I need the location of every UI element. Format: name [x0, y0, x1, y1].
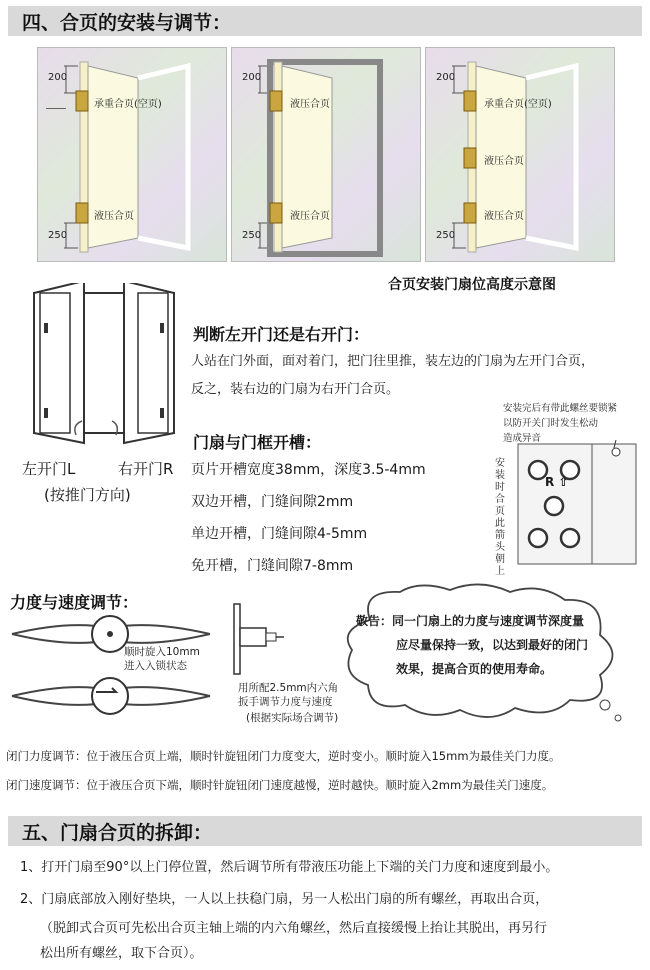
d3-bottom-mm: 250	[436, 230, 456, 241]
judge-line-1: 人站在门外面，面对着门，把门往里推，装左边的门扇为左开门合页，	[191, 354, 595, 369]
groove-line-2: 双边开槽，门缝间隙2mm	[191, 494, 354, 510]
d2-label-bottom: 液压合页	[290, 211, 330, 222]
judge-line-2: 反之，装右边的门扇为右开门合页。	[191, 382, 400, 397]
plate-warning-line-3: 造成异音	[503, 433, 542, 444]
removal-step-2: 2、门扇底部放入刚好垫块，一人以上扶稳门扇，另一人松出门扇的所有螺丝，再取出合页，	[20, 892, 549, 907]
d3-label-bottom: 液压合页	[484, 211, 524, 222]
removal-step-2-note-a: （脱卸式合页可先松出合页主轴上端的内六角螺丝，然后直接缓慢上抬让其脱出，再另行	[40, 921, 548, 936]
diagram-caption: 合页安装门扇位高度示意图	[388, 277, 556, 293]
section-5-header	[8, 816, 642, 846]
wrench-note-line-2: 扳手调节力度与速度	[238, 696, 333, 708]
groove-line-1: 页片开槽宽度38mm，深度3.5-4mm	[191, 462, 426, 478]
removal-step-2-note-b: 松出所有螺丝，取下合页）。	[40, 946, 203, 961]
hinge-diagram-1	[37, 47, 227, 262]
hinge-plate-drawing	[490, 440, 640, 570]
knob-adjust-drawing	[10, 612, 220, 722]
hex-wrench-icon	[228, 600, 288, 680]
right-door-label: 右开门R	[118, 460, 174, 478]
d2-top-mm: 200	[242, 72, 262, 83]
plate-r-mark: R ⇧	[545, 475, 569, 489]
section-4-title: 四、合页的安装与调节：	[22, 11, 232, 34]
notice-line-2: 应尽量保持一致，以达到最好的闭门	[396, 638, 589, 652]
judge-heading: 判断左开门还是右开门：	[193, 325, 370, 344]
d3-label-mid: 液压合页	[484, 156, 524, 167]
knob-note-line-2: 进入入锁状态	[124, 660, 187, 672]
left-door-label: 左开门L	[22, 460, 76, 478]
d3-top-mm: 200	[436, 72, 456, 83]
groove-line-4: 免开槽，门缝间隙7-8mm	[191, 558, 354, 574]
d1-top-mm: 200	[48, 72, 68, 83]
double-door-illustration	[14, 283, 184, 453]
removal-step-1: 1、打开门扇至90°以上门停位置，然后调节所有带液压功能上下端的关门力度和速度到最小。	[20, 860, 559, 875]
d1-bottom-mm: 250	[48, 230, 68, 241]
wrench-note-line-1: 用所配2.5mm内六角	[238, 682, 339, 694]
groove-line-3: 单边开槽，门缝间隙4-5mm	[191, 526, 368, 542]
plate-warning-line-2: 以防开关门时发生松动	[503, 418, 599, 429]
d3-label-top: 承重合页(空页)	[484, 99, 552, 110]
notice-cloud-shape	[330, 580, 630, 730]
section-5-title: 五、门扇合页的拆卸：	[22, 821, 213, 844]
d2-bottom-mm: 250	[242, 230, 262, 241]
groove-heading: 门扇与门框开槽：	[193, 433, 322, 452]
d1-label-top: 承重合页(空页)	[94, 99, 162, 110]
force-heading: 力度与速度调节：	[10, 593, 139, 612]
section-4-header	[8, 6, 642, 36]
push-direction-note: (按推门方向)	[44, 486, 131, 504]
plate-warning-line-1: 安装完后有带此螺丝要锁紧	[503, 403, 618, 414]
speed-adjust-text: 闭门速度调节：位于液压合页下端，顺时针旋钮闭门速度越慢，逆时越快。顺时旋入2mm为最佳关门速度。	[6, 778, 554, 792]
hinge-diagram-3	[425, 47, 615, 262]
hinge-diagram-2	[231, 47, 421, 262]
d2-label-top: 液压合页	[290, 99, 330, 110]
plate-vertical-note: 安装时合页此箭头朝上	[495, 458, 505, 577]
d1-label-bottom: 液压合页	[94, 211, 134, 222]
wrench-note-line-3: (根据实际场合调节)	[246, 712, 339, 724]
force-adjust-text: 闭门力度调节：位于液压合页上端，顺时针旋钮闭门力度变大，逆时变小。顺时旋入15mm为最佳关门力度。	[6, 749, 561, 763]
notice-line-1: 敬告：同一门扇上的力度与速度调节深度量	[356, 614, 585, 628]
knob-note-line-1: 顺时旋入10mm	[124, 646, 200, 658]
notice-line-3: 效果，提高合页的使用寿命。	[396, 662, 553, 676]
